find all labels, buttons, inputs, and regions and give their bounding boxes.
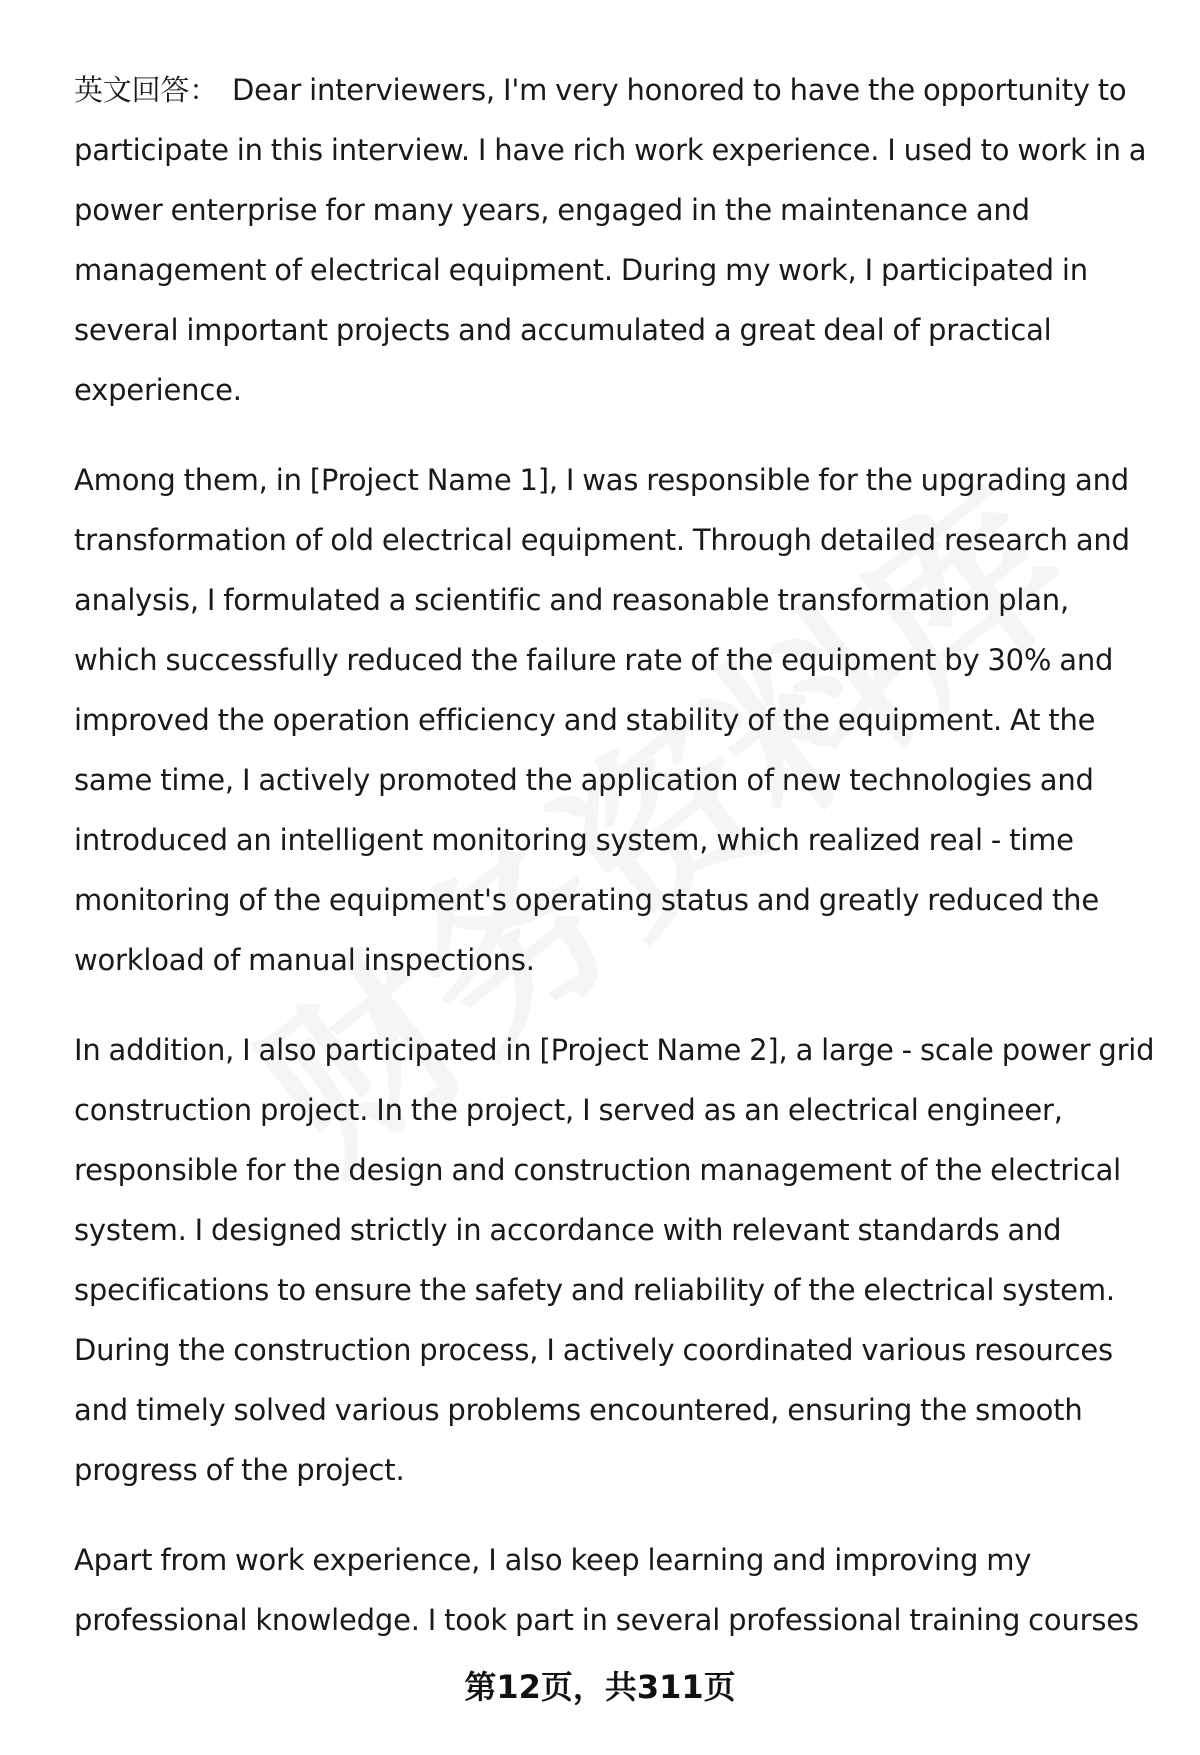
paragraph-3: In addition, I also participated in [Project Name 2], a large - scale power grid construction project. In the project, I served as an electrical engineer, responsible for the design and construction management of the electrical system. I designed strictly in accordance with relevant standards and specifications to ensure the safety and reliability of the electrical system. During the construction process, I actively coordinated various resources and timely solved various problems encountered, ensuring the smooth progress of the project.	[74, 1033, 1155, 1487]
paragraph-2: Among them, in [Project Name 1], I was responsible for the upgrading and transformation of old electrical equipment. Through detailed research and analysis, I formulated a scientific and reasonable transformation plan, which successfully reduced the failure rate of the equipment by 30% and improved the operation efficiency and stability of the equipment. At the same time, I actively promoted the application of new technologies and introduced an intelligent monitoring system, which realized real - time monitoring of the equipment's operating status and greatly reduced the workload of manual inspections.	[74, 463, 1130, 977]
document-body	[74, 60, 1159, 1650]
paragraph-1-text: Dear interviewers, I'm very honored to have the opportunity to participate in this interview. I have rich work experience. I used to work in a power enterprise for many years, engaged in the maintenance and management of electrical equipment. During my work, I participated in several important projects and accumulated a great deal of practical experience.	[74, 73, 1147, 407]
page-indicator: 第12页，共311页	[464, 1668, 736, 1706]
answer-label: 英文回答：	[74, 73, 219, 107]
paragraph-4: Apart from work experience, I also keep learning and improving my professional knowledge. I took part in several professional training courses	[74, 1543, 1139, 1637]
paragraph-1	[74, 60, 1159, 420]
